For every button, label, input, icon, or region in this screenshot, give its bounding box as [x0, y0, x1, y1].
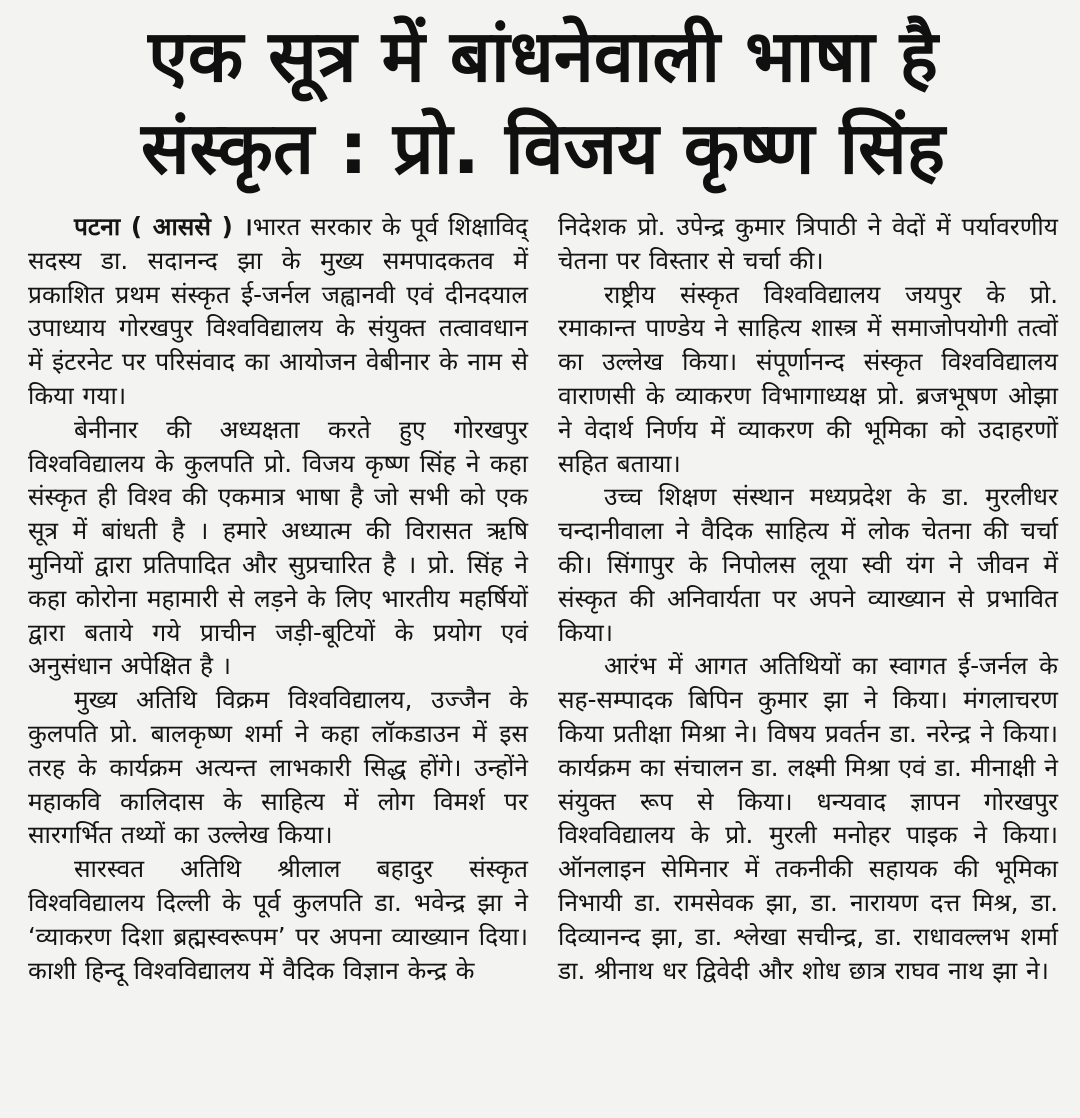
headline-line-1: एक सूत्र में बांधनेवाली भाषा है [148, 14, 938, 98]
article-body [28, 210, 1058, 987]
article-paragraph [28, 210, 528, 413]
article-paragraph: आरंभ में आगत अतिथियों का स्वागत ई-जर्नल के सह-सम्पादक बिपिन कुमार झा ने किया। मंगलाचरण किया प्रतीक्षा मिश्रा ने। विषय प्रवर्तन डा. नरेन्द्र ने किया। कार्यक्रम का संचालन डा. लक्ष्मी मिश्रा एवं डा. मीनाक्षी ने संयुक्त रूप से किया। धन्यवाद ज्ञापन गोरखपुर विश्वविद्यालय के प्रो. मुरली मनोहर पाइक ने किया। ऑनलाइन सेमिनार में तकनीकी सहायक की भूमिका निभायी डा. रामसेवक झा, डा. नारायण दत्त मिश्र, डा. दिव्यानन्द झा, डा. श्लेखा सचीन्द्र, डा. राधावल्लभ शर्मा डा. श्रीनाथ धर द्विवेदी और शोध छात्र राघव नाथ झा ने। [558, 651, 1058, 985]
headline-line-2: संस्कृत : प्रो. विजय कृष्ण सिंह [140, 106, 946, 190]
article-paragraph: बेनीनार की अध्यक्षता करते हुए गोरखपुर विश्वविद्यालय के कुलपति प्रो. विजय कृष्ण सिंह ने कहा संस्कृत ही विश्व की एकमात्र भाषा है जो सभी को एक सूत्र में बांधती है । हमारे अध्यात्म की विरासत ऋषि मुनियों द्वारा प्रतिपादित और सुप्रचारित है । प्रो. सिंह ने कहा कोरोना महामारी से लड़ने के लिए भारतीय महर्षियों द्वारा बताये गये प्राचीन जड़ी-बूटियों के प्रयोग एवं अनुसंधान अपेक्षित है । [28, 414, 528, 681]
dateline: पटना ( आससे ) । [74, 212, 253, 241]
article-paragraph: निदेशक प्रो. उपेन्द्र कुमार त्रिपाठी ने वेदों में पर्यावरणीय चेतना पर विस्तार से चर्चा की। [558, 212, 1058, 275]
article-paragraph: राष्ट्रीय संस्कृत विश्वविद्यालय जयपुर के प्रो. रमाकान्त पाण्डेय ने साहित्य शास्त्र में समाजोपयोगी तत्वों का उल्लेख किया। संपूर्णानन्द संस्कृत विश्वविद्यालय वाराणसी के व्याकरण विभागाध्यक्ष प्रो. ब्रजभूषण ओझा ने वेदार्थ निर्णय में व्याकरण की भूमिका को उदाहरणों सहित बताया। [558, 279, 1058, 478]
right-column [558, 210, 1058, 987]
article-paragraph: मुख्य अतिथि विक्रम विश्वविद्यालय, उज्जैन के कुलपति प्रो. बालकृष्ण शर्मा ने कहा लॉकडाउन में इस तरह के कार्यक्रम अत्यन्त लाभकारी सिद्ध होंगे। उन्होंने महाकवि कालिदास के साहित्य में लोग विमर्श पर सारगर्भित तथ्यों का उल्लेख किया। [28, 685, 528, 850]
article-paragraph: उच्च शिक्षण संस्थान मध्यप्रदेश के डा. मुरलीधर चन्दानीवाला ने वैदिक साहित्य में लोक चेतना की चर्चा की। सिंगापुर के निपोलस लूया स्वी यंग ने जीवन में संस्कृत की अनिवार्यता पर अपने व्याख्यान से प्रभावित किया। [558, 482, 1058, 647]
paragraph-text: भारत सरकार के पूर्व शिक्षाविद् सदस्य डा. सदानन्द झा के मुख्य समपादकतव में प्रकाशित प्रथम संस्कृत ई-जर्नल जह्वानवी एवं दीनदयाल उपाध्याय गोरखपुर विश्वविद्यालय के संयुक्त तत्वावधान में इंटरनेट पर परिसंवाद का आयोजन वेबीनार के नाम से किया गया। [28, 212, 529, 410]
left-column [28, 210, 528, 987]
article-paragraph: सारस्वत अतिथि श्रीलाल बहादुर संस्कृत विश्वविद्यालय दिल्ली के पूर्व कुलपति डा. भवेन्द्र झा ने ‘व्याकरण दिशा ब्रह्मस्वरूपम’ पर अपना व्याख्यान दिया। काशी हिन्दू विश्वविद्यालय में वैदिक विज्ञान केन्द्र के [28, 854, 528, 985]
headline [28, 10, 1058, 194]
